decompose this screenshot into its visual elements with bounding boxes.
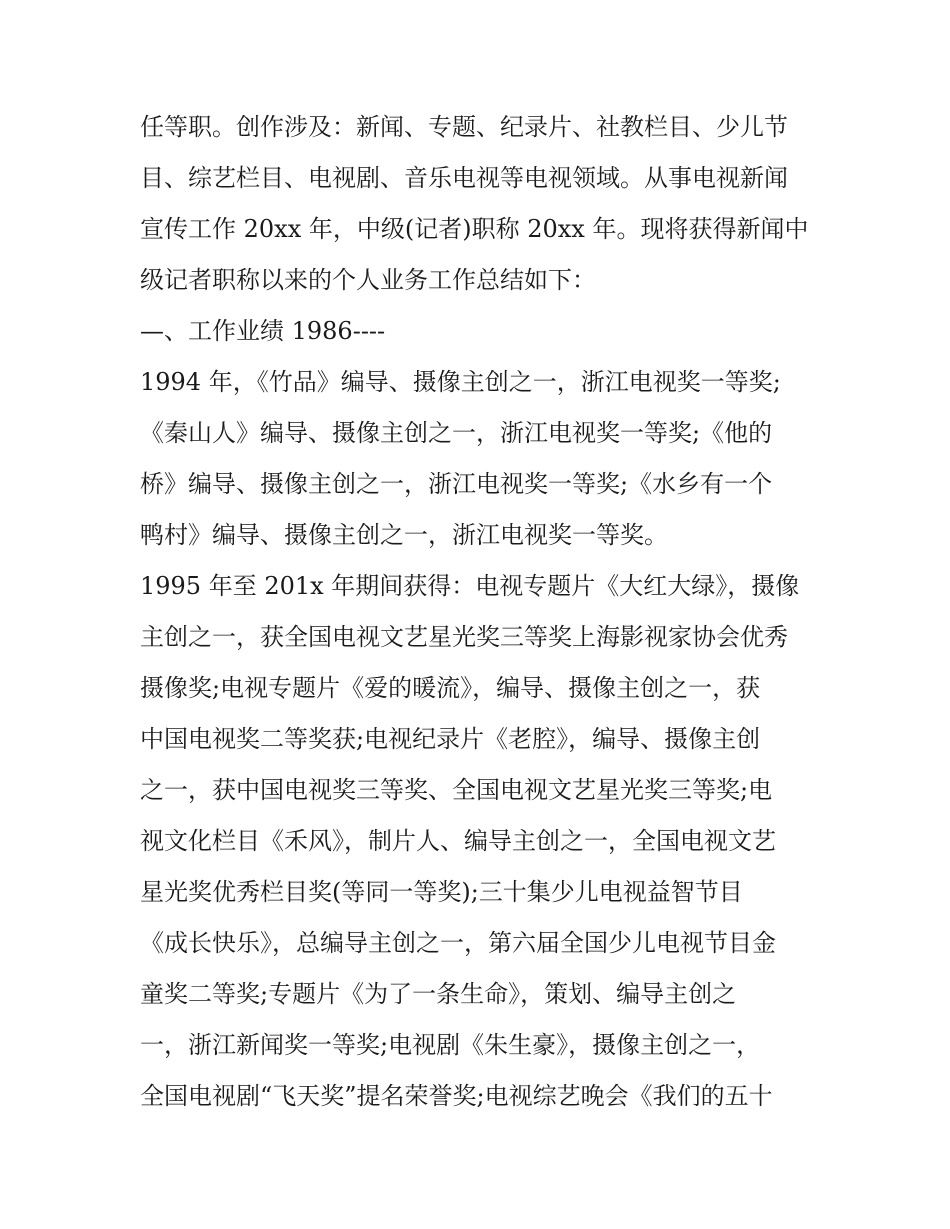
text-line: 级记者职称以来的个人业务工作总结如下： — [140, 266, 596, 294]
text-line: 视文化栏目《禾风》，制片人、编导主创之一，全国电视文艺 — [140, 827, 776, 855]
text-line: 《成长快乐》，总编导主创之一，第六届全国少儿电视节目金 — [140, 929, 776, 957]
text-line: 童奖二等奖;专题片《为了一条生命》，策划、编导主创之 — [140, 980, 737, 1008]
text-line: 中国电视奖二等奖获;电视纪录片《老腔》，编导、摄像主创 — [140, 725, 761, 753]
text-line: 主创之一，获全国电视文艺星光奖三等奖上海影视家协会优秀 — [140, 623, 788, 651]
body-text — [140, 102, 820, 1122]
text-line: 《秦山人》编导、摄像主创之一，浙江电视奖一等奖;《他的 — [140, 419, 773, 447]
text-line: 一，浙江新闻奖一等奖;电视剧《朱生豪》，摄像主创之一， — [140, 1031, 761, 1059]
text-line: 桥》编导、摄像主创之一，浙江电视奖一等奖;《水乡有一个 — [140, 470, 773, 498]
text-line: 目、综艺栏目、电视剧、音乐电视等电视领域。从事电视新闻 — [140, 164, 788, 192]
text-line: 星光奖优秀栏目奖(等同一等奖);三十集少儿电视益智节目 — [140, 878, 743, 906]
text-line: 之一，获中国电视奖三等奖、全国电视文艺星光奖三等奖;电 — [140, 776, 773, 804]
text-line: 摄像奖;电视专题片《爱的暖流》，编导、摄像主创之一，获 — [140, 674, 761, 702]
text-line: 1994 年，《竹品》编导、摄像主创之一，浙江电视奖一等奖; — [140, 368, 781, 396]
text-line: 任等职。创作涉及：新闻、专题、纪录片、社教栏目、少儿节 — [140, 113, 788, 141]
text-line: 1995 年至 201x 年期间获得：电视专题片《大红大绿》，摄像 — [140, 572, 800, 600]
section-heading: —、工作业绩 1986---- — [140, 317, 386, 345]
text-line: 鸭村》编导、摄像主创之一，浙江电视奖一等奖。 — [140, 521, 668, 549]
text-line: 宣传工作 20xx 年，中级(记者)职称 20xx 年。现将获得新闻中 — [140, 215, 809, 243]
text-line: 全国电视剧“飞天奖”提名荣誉奖;电视综艺晚会《我们的五十 — [140, 1082, 773, 1110]
